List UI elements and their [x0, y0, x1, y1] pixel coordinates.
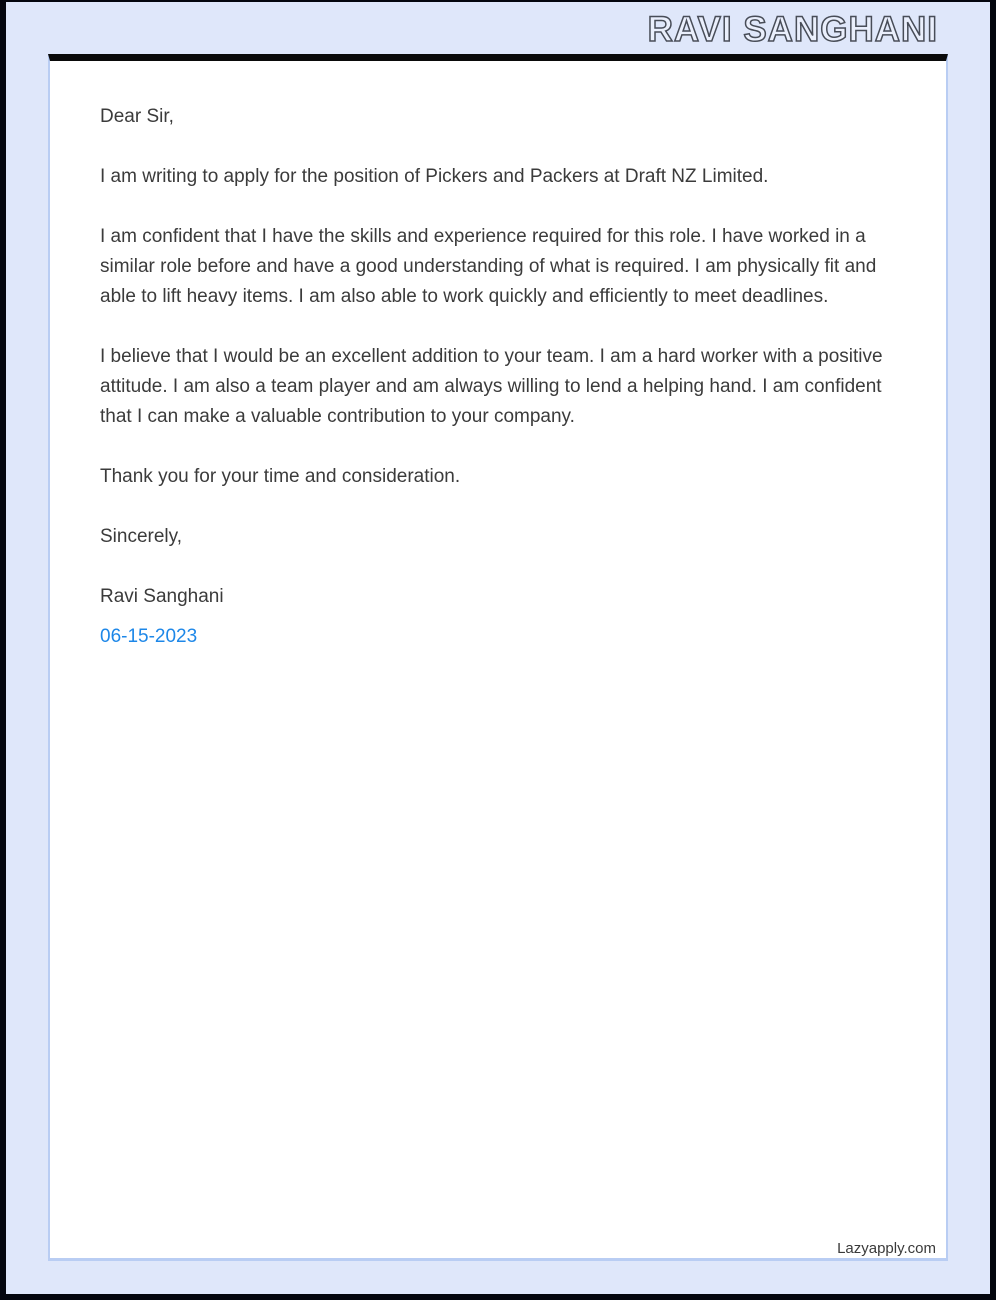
signature-name: Ravi Sanghani	[100, 586, 224, 607]
header-candidate-name: RAVI SANGHANI	[647, 10, 938, 49]
letter-body	[50, 61, 946, 652]
letter-date: 06-15-2023	[100, 626, 198, 647]
lavender-background	[6, 2, 990, 1294]
letter-closing: Sincerely,	[100, 526, 183, 547]
letter-paragraph-thanks: Thank you for your time and consideration.	[100, 466, 461, 487]
letter-salutation: Dear Sir,	[100, 106, 174, 127]
letter-paragraph-intro: I am writing to apply for the position of Pickers and Packers at Draft NZ Limited.	[100, 166, 769, 187]
footer-brand-watermark: Lazyapply.com	[837, 1240, 936, 1257]
letter-paragraph-skills: I am confident that I have the skills and experience required for this role. I have worked in a similar role before and have a good understanding of what is required. I am physically fit and able to lift heavy items. I am also able to work quickly and efficiently to meet deadlines.	[100, 226, 877, 307]
letter-paragraph-teamwork: I believe that I would be an excellent addition to your team. I am a hard worker with a positive attitude. I am also a team player and am always willing to lend a helping hand. I am confident that I can make a valuable contribution to your company.	[100, 346, 883, 427]
letter-page	[48, 54, 948, 1261]
